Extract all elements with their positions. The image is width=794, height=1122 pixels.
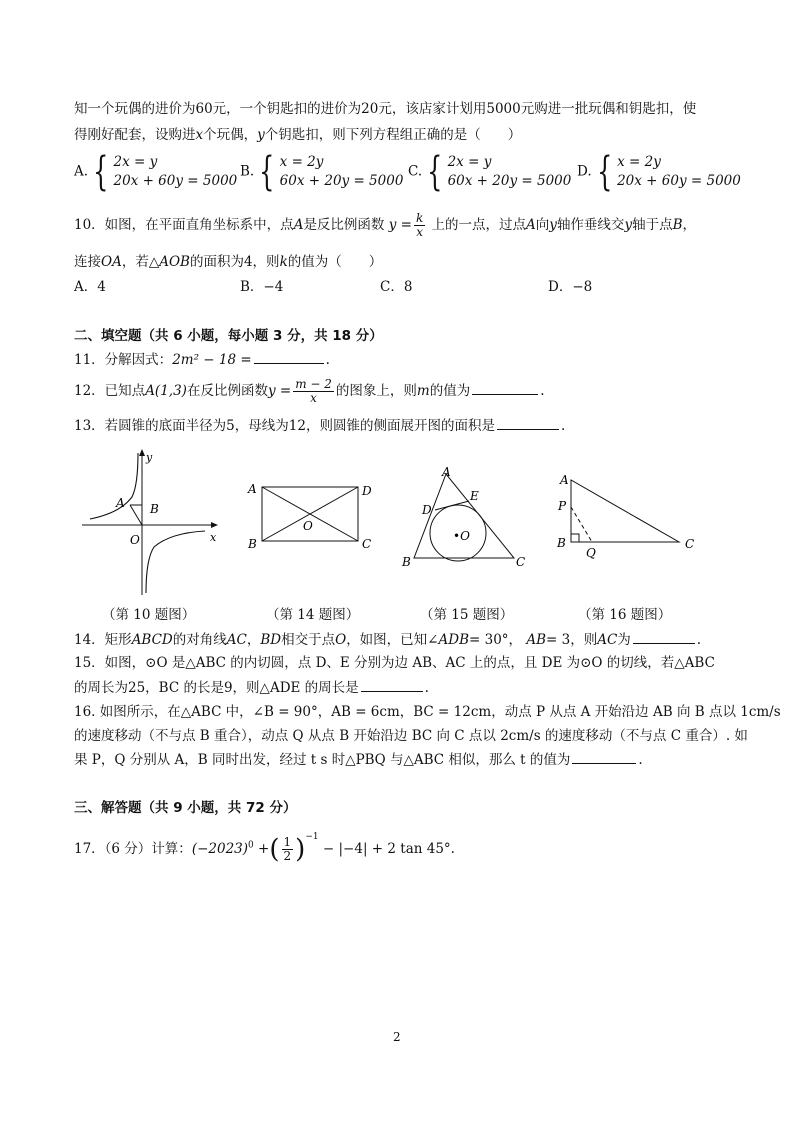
label-c: C <box>685 537 695 551</box>
q15-answer-blank[interactable] <box>361 677 423 692</box>
label-b: B <box>402 555 411 569</box>
segment-oa <box>130 505 142 525</box>
q9-option-c: C. { 2x = y 60x + 20y = 5000 <box>408 149 572 195</box>
figure-16 <box>554 472 704 562</box>
q9-line1: 知一个玩偶的进价为60元，一个钥匙扣的进价为20元，该店家计划用5000元购进一批玩偶和钥匙扣，使 <box>74 101 697 117</box>
label-c: C <box>516 555 526 569</box>
q11: 11．分解因式：2m² − 18 = . <box>74 348 330 368</box>
label-b: B <box>150 502 159 516</box>
x-axis-arrow <box>211 522 218 528</box>
q16-line3: 果 P，Q 分别从 A，B 同时出发，经过 t s 时△PBQ 与△ABC 相似，那么 t 的值为 . <box>74 748 643 768</box>
label-x: x <box>210 531 217 544</box>
caption-fig14: （第 14 题图） <box>266 607 360 623</box>
label-o: O <box>303 519 313 533</box>
label-a: A <box>560 473 569 487</box>
page-number: 2 <box>393 1030 401 1044</box>
q14-answer-blank[interactable] <box>633 629 695 644</box>
hyperbola-branch-left <box>90 453 138 519</box>
label-b: B <box>248 537 257 551</box>
label-o: O <box>130 533 140 547</box>
q10-option-c: C．8 <box>380 279 413 295</box>
right-angle-mark <box>571 534 579 542</box>
q15-line1: 15．如图，⊙O 是△ABC 的内切圆，点 D、E 分别为边 AB、AC 上的点，且 DE 为⊙O 的切线，若△ABC <box>74 655 715 671</box>
q16-answer-blank[interactable] <box>572 749 636 764</box>
label-o: •O <box>453 529 470 543</box>
q11-answer-blank[interactable] <box>254 349 324 364</box>
q9-option-d: D. { x = 2y 20x + 60y = 5000 <box>577 149 741 195</box>
q16-line2: 的速度移动（不与点 B 重合），动点 Q 从点 B 开始沿边 BC 向 C 点以 2cm/s 的速度移动（不与点 C 重合）. 如 <box>74 728 748 744</box>
q9-option-b: B. { x = 2y 60x + 20y = 5000 <box>240 149 404 195</box>
q13: 13．若圆锥的底面半径为5，母线为12，则圆锥的侧面展开图的面积是 . <box>74 414 565 434</box>
figure-10 <box>80 447 225 597</box>
q10-line2: 连接OA，若△AOB的面积为4，则k的值为（ ） <box>74 254 383 270</box>
label-p: P <box>558 499 567 513</box>
label-d: D <box>362 484 372 498</box>
caption-fig15: （第 15 题图） <box>420 607 514 623</box>
triangle-abc <box>571 480 679 542</box>
q10-option-a: A．4 <box>74 279 106 295</box>
caption-fig10: （第 10 题图） <box>102 607 196 623</box>
label-c: C <box>362 537 372 551</box>
segment-pq <box>571 507 592 542</box>
q10-option-d: D．−8 <box>548 279 593 295</box>
label-q: Q <box>586 546 596 560</box>
q10-option-b: B．−4 <box>240 279 284 295</box>
q13-answer-blank[interactable] <box>497 415 559 430</box>
hyperbola-branch-right <box>146 531 205 593</box>
q16-line1: 16. 如图所示，在△ABC 中，∠B = 90°，AB = 6cm，BC = 12cm，动点 P 从点 A 开始沿边 AB 向 B 点以 1cm/s <box>74 704 781 720</box>
figure-14 <box>244 478 384 553</box>
label-a: A <box>116 496 125 510</box>
q12-answer-blank[interactable] <box>472 380 538 395</box>
q15-line2: 的周长为25，BC 的长是9，则△ADE 的周长是 . <box>74 676 429 696</box>
q12: 12．已知点A(1,3)在反比例函数y = $\frac{m - 2}{x}$ 的图象上，则m的值为 . <box>74 377 545 405</box>
caption-fig16: （第 16 题图） <box>578 607 672 623</box>
label-y: y <box>146 451 153 464</box>
q17: 17．（6 分）计算：$(-2023)^0$ +( $\frac{1}{2}$ )$^{-1}$ − |−4| + 2 tan 45°. <box>74 832 455 865</box>
figure-15 <box>398 462 533 572</box>
y-axis-arrow <box>139 449 145 456</box>
q14: 14．矩形ABCD的对角线AC，BD相交于点O，如图，已知∠ADB= 30°， AB= 3，则AC为 . <box>74 628 701 648</box>
label-e: E <box>470 489 479 503</box>
label-d: D <box>422 503 432 517</box>
q9-line2: 得刚好配套，设购进x个玩偶，y个钥匙扣，则下列方程组正确的是（ ） <box>74 127 522 143</box>
section-heading-solutions: 三、解答题（共 9 小题，共 72 分） <box>74 800 297 816</box>
section-heading-fill-in: 二、填空题（共 6 小题，每小题 3 分，共 18 分） <box>74 328 383 344</box>
label-a: A <box>248 482 257 496</box>
label-b: B <box>557 536 566 550</box>
label-a: A <box>442 465 451 479</box>
q9-option-a: A. { 2x = y 20x + 60y = 5000 <box>74 149 238 195</box>
q10-line1: 10．如图，在平面直角坐标系中，点A是反比例函数 y = $\frac{k}{x}$ 上的一点，过点A向y轴作垂线交y轴于点B， <box>74 211 696 239</box>
